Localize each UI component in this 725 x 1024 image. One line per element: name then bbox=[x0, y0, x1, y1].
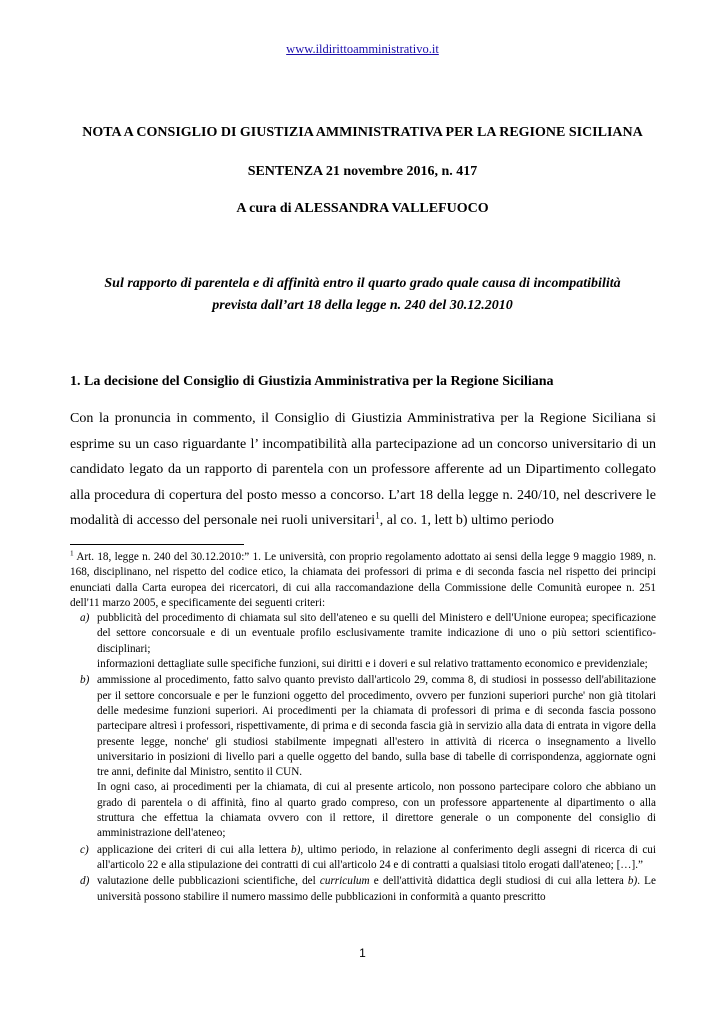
footnote-item-b-text-2: In ogni caso, ai procedimenti per la chiamata, di cui al presente articolo, non possono partecipare coloro che abbiano un grado di parentela o di affinità, fino al quarto grado compreso, con un professore appartenente al dipartimento o alla struttura che effettua la chiamata ovvero con il rettore, il direttore generale o un componente del consiglio di amministrazione dell'ateneo; bbox=[97, 781, 656, 840]
footnote-item-c-text bbox=[97, 843, 656, 874]
footnote-c-post: , ultimo periodo, in relazione al conferimento degli assegni di ricerca di cui all'articolo 22 e alla stipulazione dei contratti di cui all'articolo 24 e di contratti a qualsiasi titolo erogati dall'ateneo; […].” bbox=[97, 843, 656, 871]
subtitle-line-1: Sul rapporto di parentela e di affinità entro il quarto grado quale causa di incompatibilità bbox=[104, 276, 621, 291]
footnote-d-post: . Le università possono stabilire il numero massimo delle pubblicazioni in conformità a quanto prescritto bbox=[97, 875, 656, 903]
footnote-d-mid: e dell'attività didattica degli studiosi di cui alla lettera bbox=[369, 875, 628, 888]
footnote-d-curriculum: curriculum bbox=[319, 875, 370, 888]
footnote-reference[interactable]: 1 bbox=[375, 510, 380, 521]
body-paragraph bbox=[70, 406, 656, 534]
footnote-block bbox=[70, 550, 656, 905]
footnote-c-ref: b) bbox=[290, 843, 301, 856]
footnote-number: 1 bbox=[70, 549, 74, 558]
footnote-marker-a: a) bbox=[80, 612, 90, 625]
header-url-link[interactable]: www.ildirittoamministrativo.it bbox=[286, 42, 439, 56]
section-heading: 1. La decisione del Consiglio di Giustizia Amministrativa per la Regione Siciliana bbox=[70, 374, 554, 389]
footnote-item-c bbox=[70, 843, 656, 874]
body-text-part-2: , al co. 1, lett b) ultimo periodo bbox=[379, 513, 554, 528]
footnote-marker-b: b) bbox=[80, 674, 90, 687]
footnote-item-a-text-1: pubblicità del procedimento di chiamata sul sito dell'ateneo e su quelli del Ministero e dell'Unione europea; specificazione del settore concorsuale e di un eventuale profilo esclusivamente tramite indicazione di uno o più settori scientifico-disciplinari; bbox=[97, 612, 656, 655]
footnote-intro bbox=[70, 550, 656, 611]
footnote-intro-text: Art. 18, legge n. 240 del 30.12.2010:” 1. Le università, con proprio regolamento adottato ai sensi della legge 9 maggio 1989, n. 168, disciplinano, nel rispetto del codice etico, la chiamata dei professori di prima e di seconda fascia nel rispetto dei principi enunciati dalla Carta europea dei ricercatori, di cui alla raccomandazione della Commissione delle Comunità europee n. 251 dell'11 marzo 2005, e specificamente dei seguenti criteri: bbox=[70, 551, 656, 609]
footnote-marker-d: d) bbox=[80, 875, 90, 888]
title-sentence: SENTENZA 21 novembre 2016, n. 417 bbox=[247, 164, 478, 179]
body-text-part-1: Con la pronuncia in commento, il Consiglio di Giustizia Amministrativa per la Regione Siciliana si esprime su un caso riguardante l’ incompatibilità alla partecipazione ad un concorso universitario di un candidato legato da un rapporto di parentela con un professore afferente ad un Dipartimento collegato alla procedura di copertura del posto messo a concorso. L’art 18 della legge n. 240/10, nel descrivere le modalità di accesso del personale nei ruoli universitari bbox=[70, 411, 656, 528]
footnote-marker-c: c) bbox=[80, 843, 89, 856]
title-court: NOTA A CONSIGLIO DI GIUSTIZIA AMMINISTRATIVA PER LA REGIONE SICILIANA bbox=[82, 125, 643, 140]
footnote-item-a-text-2: informazioni dettagliate sulle specifiche funzioni, sui diritti e i doveri e sul relativo trattamento economico e previdenziale; bbox=[97, 658, 648, 671]
subtitle-line-2: prevista dall’art 18 della legge n. 240 del 30.12.2010 bbox=[212, 298, 513, 313]
footnote-item-d-text bbox=[97, 874, 656, 905]
footnote-c-pre: applicazione dei criteri di cui alla lettera bbox=[97, 843, 291, 856]
footnote-separator bbox=[70, 544, 244, 545]
footnote-item-b-text-1: ammissione al procedimento, fatto salvo quanto previsto dall'articolo 29, comma 8, di studiosi in possesso dell'abilitazione per il settore concorsuale e per le funzioni oggetto del procedimento, ovvero per funzioni superiori purche' non già titolari delle medesime funzioni superiori. Ai procedimenti per la chiamata di professori di prima e di seconda fascia possono partecipare altresì i professori, rispettivamente, di prima e di seconda fascia già in servizio alla data di entrata in vigore della presente legge, nonche' gli studiosi stabilmente impegnati all'estero in attività di ricerca o insegnamento a livello universitario in posizioni di livello pari a quelle oggetto del bando, sulla base di tabelle di corrispondenza, aggiornate ogni tre anni, definite dal Ministro, sentito il CUN. bbox=[97, 674, 656, 779]
footnote-d-pre: valutazione delle pubblicazioni scientifiche, del bbox=[97, 875, 320, 888]
footnote-item-a bbox=[70, 611, 656, 672]
footnote-item-b bbox=[70, 673, 656, 841]
footnote-d-ref: b) bbox=[627, 875, 638, 888]
page-number: 1 bbox=[359, 946, 366, 960]
title-author: A cura di ALESSANDRA VALLEFUOCO bbox=[236, 201, 489, 216]
footnote-item-d bbox=[70, 874, 656, 905]
